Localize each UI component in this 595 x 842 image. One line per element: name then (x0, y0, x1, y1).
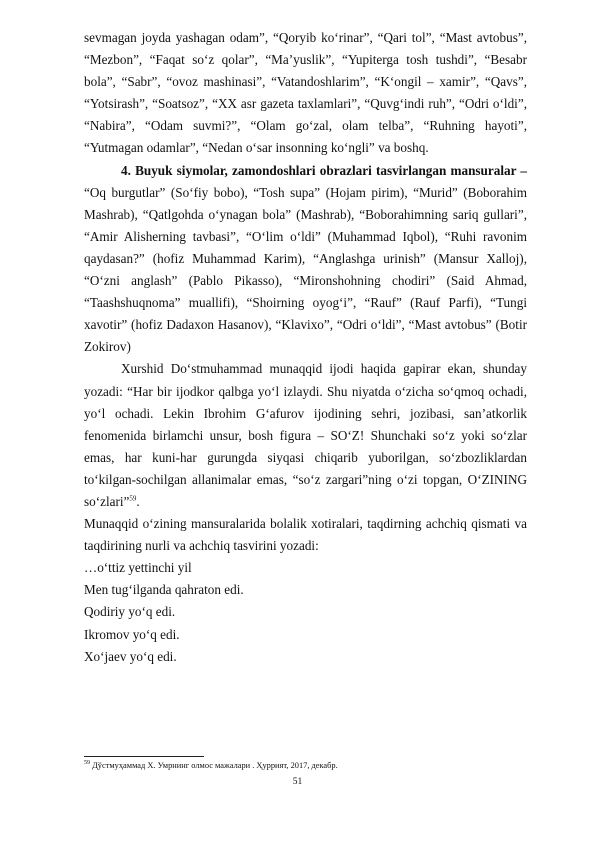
poem-line: Qodiriy yo‘q edi. (84, 604, 176, 620)
quote-end: . (136, 493, 140, 509)
body-text (84, 27, 527, 668)
poem-excerpt (84, 557, 527, 667)
section-heading: 4. Buyuk siymolar, zamondoshlari obrazlari tasvirlangan mansuralar – (121, 162, 527, 178)
footnote-text: Дўстмуҳаммад Х. Умрнинг олмос мажалари . Ҳуррият, 2017, декабр. (90, 761, 338, 770)
footnote-reference: 59 (129, 494, 137, 503)
paragraph-intro: sevmagan joyda yashagan odam”, “Qoryib ko‘rinar”, “Qari tol”, “Mast avtobus”, “Mezbon”, “Faqat so‘z qolar”, “Ma’yuslik”, “Yupiterga tosh tushdi”, “Besabr bola”, “Sabr”, “ovoz mashinasi”, “Vatandoshlarim”, “K‘ongil – xamir”, “Qavs”, “Yotsirash”, “Soatsoz”, “XX asr gazeta taxlamlari”, “Quvg‘indi ruh”, “Odri o‘ldi”, “Nabira”, “Odam suvmi?”, “Olam go‘zal, olam telba”, “Ruhning hayoti”, “Yutmagan odamlar”, “Nedan o‘sar insonning ko‘ngli” va boshq. (84, 30, 527, 156)
poem-line: …o‘ttiz yettinchi yil (84, 560, 192, 576)
section-4-body: “Oq burgutlar” (So‘fiy bobo), “Tosh supa” (Hojam pirim), “Murid” (Boborahim Mashrab), “Qatlgohda o‘ynagan bola” (Mashrab), “Boborahimning sariq gullari”, “Amir Alisherning tavbasi”, “O‘lim o‘ldi” (Muhammad Iqbol), “Ruhi ravonim qaydasan?” (hofiz Muhammad Karim), “Anglashga urinish” (Mansur Xalloj), “O‘zni anglash” (Pablo Pikasso), “Mironshohning chodiri” (Said Ahmad, “Taashshuqnoma” muallifi), “Shoirning oyog‘i”, “Rauf” (Rauf Parfi), “Tungi xavotir” (hofiz Dadaxon Hasanov), “Klavixo”, “Odri o‘ldi”, “Mast avtobus” (Botir Zokirov) (84, 184, 527, 355)
page-number: 51 (292, 776, 303, 787)
paragraph-memories: Munaqqid o‘zining mansuralarida bolalik xotiralari, taqdirning achchiq qismati va taqdirining nurli va achchiq tasvirini yozadi: (84, 516, 527, 554)
footnote-number: 59 (84, 760, 90, 767)
footnote-divider (84, 756, 204, 757)
footnote (84, 760, 527, 771)
quote-text: Xurshid Do‘stmuhammad munaqqid ijodi haqida gapirar ekan, shunday yozadi: “Har bir ijodkor qalbga yo‘l izlaydi. Shu niyatda o‘zicha so‘qmoq ochadi, yo‘l ochadi. Lekin Ibrohim G‘afurov ijodining sehri, jozibasi, san’atkorlik fenomenida birlamchi unsur, bosh figura – SO‘Z! Shunchaki so‘z yoki so‘zlar emas, har kuni-har gurungda siyqasi chiqarib yuborilgan, so‘zbozliklardan to‘kilgan-sochilgan allanimalar emas, “so‘z zargari”ning o‘zi topgan, O‘ZINING so‘zlari” (84, 361, 527, 509)
poem-line: Xo‘jaev yo‘q edi. (84, 648, 177, 664)
paragraph-quote (84, 358, 527, 513)
poem-line: Men tug‘ilganda qahraton edi. (84, 582, 244, 598)
poem-line: Ikromov yo‘q edi. (84, 626, 180, 642)
paragraph-section-4 (84, 160, 527, 359)
